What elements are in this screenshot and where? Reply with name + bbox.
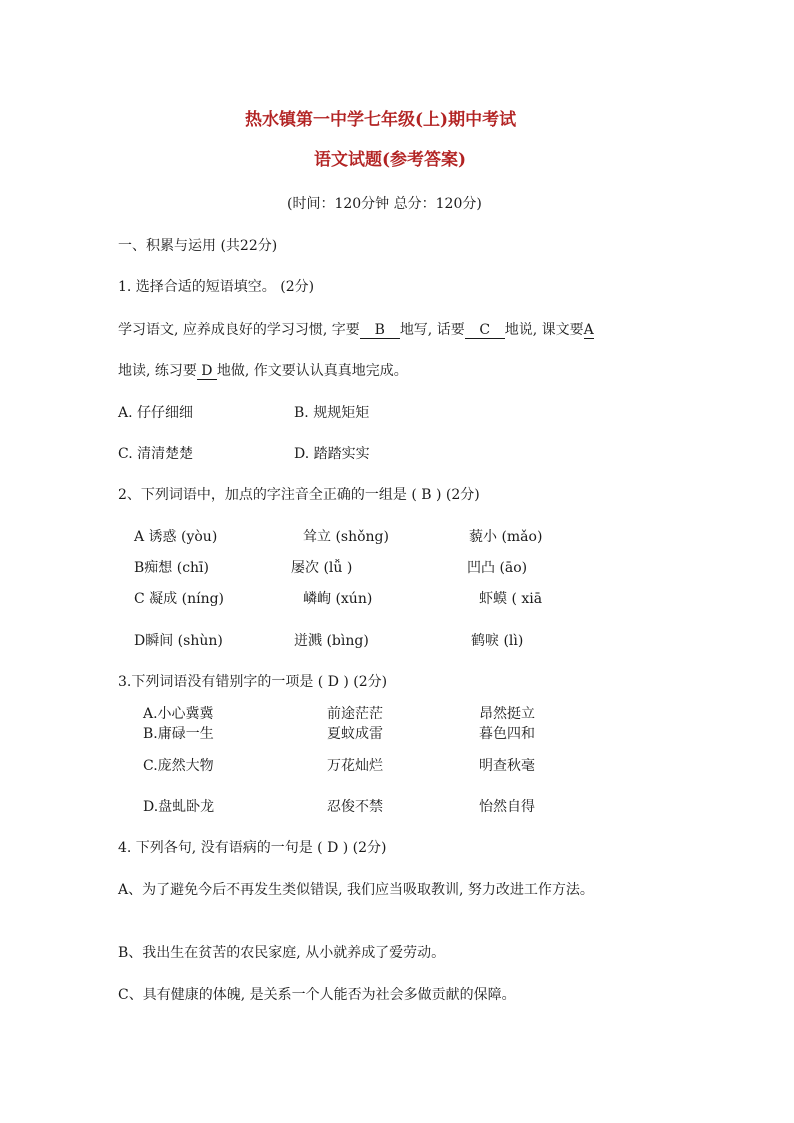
q1-blank-1: B [360, 322, 400, 339]
q2-cell: 耸立 (shǒng) [303, 529, 389, 545]
q3-cell: 前途茫茫 [327, 706, 383, 722]
q4-option-c: C、具有健康的体魄, 是关系一个人能否为社会多做贡献的保障。 [118, 987, 516, 1003]
q3-cell: 夏蚊成雷 [327, 726, 383, 742]
section-heading: 一、积累与运用 (共22分) [118, 238, 278, 254]
q3-cell: D.盘虬卧龙 [143, 799, 215, 815]
q3-cell: A.小心冀冀 [143, 706, 214, 722]
q4-stem: 4. 下列各句, 没有语病的一句是 ( D ) (2分) [118, 840, 387, 856]
q1-line2 [118, 362, 408, 380]
q1-text-a: 学习语文, 应养成良好的学习习惯, 字要 [118, 322, 360, 338]
q1-text-e: 地做, 作文要认认真真地完成。 [216, 363, 408, 379]
q1-blank-4: D [197, 363, 217, 380]
q1-option-d: D. 踏踏实实 [294, 446, 370, 462]
q2-cell: 藐小 (mǎo) [469, 529, 543, 545]
q2-stem: 2、下列词语中，加点的字注音全正确的一组是 ( B ) (2分) [118, 487, 480, 503]
q2-cell: D瞬间 (shùn) [134, 633, 223, 649]
q1-option-c: C. 清清楚楚 [118, 446, 194, 462]
exam-meta: (时间：120分钟 总分：120分) [287, 196, 482, 212]
exam-subtitle: 语文试题(参考答案) [314, 150, 467, 170]
q3-cell: 怡然自得 [479, 799, 535, 815]
exam-title: 热水镇第一中学七年级(上)期中考试 [245, 110, 517, 130]
q1-blank-3: A [583, 322, 594, 338]
q1-text-c: 地说, 课文要 [504, 322, 584, 338]
q3-cell: B.庸碌一生 [143, 726, 214, 742]
q2-cell: 迸溅 (bìng) [294, 633, 369, 649]
q2-cell: 虾蟆 ( xiā [479, 591, 543, 607]
q2-cell: 屡次 (lǚ ) [291, 560, 353, 576]
q2-cell: 嶙峋 (xún) [303, 591, 373, 607]
q3-cell: 万花灿烂 [327, 758, 383, 774]
q3-cell: C.庞然大物 [143, 758, 214, 774]
q3-cell: 明查秋毫 [479, 758, 535, 774]
q1-text-d: 地读, 练习要 [118, 363, 197, 379]
q1-option-a: A. 仔仔细细 [118, 405, 194, 421]
q3-stem: 3.下列词语没有错别字的一项是 ( D ) (2分) [118, 674, 388, 690]
q2-cell: B痴想 (chī) [134, 560, 209, 576]
q3-cell: 忍俊不禁 [327, 799, 383, 815]
q1-line1 [118, 321, 594, 339]
q2-cell: A 诱惑 (yòu) [134, 529, 218, 545]
q1-blank-2: C [465, 322, 505, 339]
q2-cell: 鹤唳 (lì) [471, 633, 524, 649]
q3-cell: 暮色四和 [479, 726, 535, 742]
q4-option-b: B、我出生在贫苦的农民家庭, 从小就养成了爱劳动。 [118, 945, 446, 961]
q1-option-b: B. 规规矩矩 [294, 405, 370, 421]
q3-cell: 昂然挺立 [479, 706, 535, 722]
q2-cell: C 凝成 (níng) [134, 591, 225, 607]
q4-option-a: A、为了避免今后不再发生类似错误, 我们应当吸取教训, 努力改进工作方法。 [118, 882, 594, 898]
q1-text-b: 地写, 话要 [399, 322, 465, 338]
q1-stem: 1. 选择合适的短语填空。 (2分) [118, 279, 315, 295]
q2-cell: 凹凸 (āo) [467, 560, 528, 576]
